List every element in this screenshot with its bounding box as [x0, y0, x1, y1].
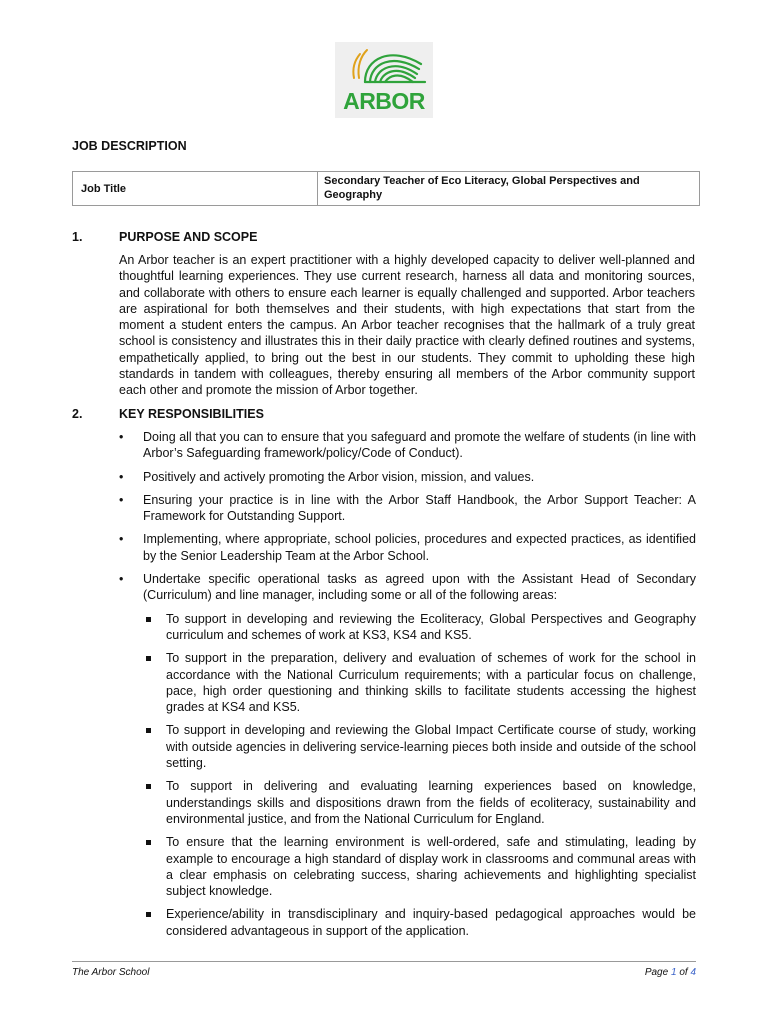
list-item: [119, 429, 696, 462]
sub-list-item: [143, 722, 696, 771]
section-number: 1.: [72, 230, 83, 244]
sub-list-item-text: Experience/ability in transdisciplinary and inquiry-based pedagogical approaches would be considered advantageous in support of the application.: [166, 907, 696, 938]
sub-list-item-text: To support in the preparation, delivery and evaluation of schemes of work for the school in accordance with the National Curriculum requirements; with a particular focus on challenge, pace, high order questioning and thinking skills to facilitate students accessing the highest grades at KS4 and KS5.: [166, 651, 696, 715]
footer-page-number: [645, 967, 696, 978]
logo-text: ARBOR: [343, 88, 425, 114]
sub-responsibilities-list: [143, 611, 696, 939]
arbor-logo: [335, 42, 433, 118]
section-title: KEY RESPONSIBILITIES: [119, 407, 264, 421]
list-item: [119, 531, 696, 564]
list-item-text: Undertake specific operational tasks as agreed upon with the Assistant Head of Secondary (Curriculum) and line manager, including some or all of the following areas:: [143, 572, 696, 603]
document-heading: JOB DESCRIPTION: [72, 139, 187, 153]
sub-list-item-text: To support in developing and reviewing the Global Impact Certificate course of study, working with outside agencies in delivering service-learning pieces both inside and outside of the school setting.: [166, 723, 696, 771]
page-total: 4: [690, 967, 696, 978]
list-item: [119, 469, 696, 485]
sub-list-item-text: To support in delivering and evaluating learning experiences based on knowledge, understandings skills and dispositions drawn from the fields of ecoliteracy, sustainability and environmental justice, and from the National Curriculum for England.: [166, 779, 696, 826]
section-title: PURPOSE AND SCOPE: [119, 230, 258, 244]
sub-list-item: [143, 906, 696, 939]
list-item-text: Doing all that you can to ensure that you safeguard and promote the welfare of students (in line with Arbor’s Safeguarding framework/policy/Code of Conduct).: [143, 430, 696, 461]
list-item: [119, 492, 696, 525]
sub-list-item: [143, 834, 696, 899]
list-item-text: Ensuring your practice is in line with the Arbor Staff Handbook, the Arbor Support Teacher: A Framework for Outstanding Support.: [143, 492, 696, 524]
purpose-paragraph: An Arbor teacher is an expert practitioner with a highly developed capacity to deliver well-planned and thoughtful learning experiences. They use current research, harness all data and monitoring sources, and collaborate with others to ensure each learner is equally challenged and supported. Arbor teachers are aspirational for both themselves and their students, with high expectations that start from the moment a student enters the campus. An Arbor teacher recognises that the hallmark of a truly great school is consistency and illustrates this in their daily practice with clearly defined routines and systems, empathetically applied, to bring out the best in our students. They commit to upholding these high standards in tandem with colleagues, thereby ensuring all members of the Arbor community support each other and promote the mission of Arbor together.: [119, 253, 695, 398]
job-title-table: [72, 171, 700, 206]
sub-list-item: [143, 778, 696, 827]
job-title-label: Job Title: [73, 172, 318, 205]
responsibilities-list: [119, 429, 696, 946]
sub-list-item-text: To ensure that the learning environment is well-ordered, safe and stimulating, leading by example to encourage a high standard of display work in classrooms and communal areas with a clear emphasis on celebrating success, sharing achievements and highlighting specialist subject knowledge.: [166, 835, 696, 899]
sub-list-item: [143, 611, 696, 644]
leaf-swirl-icon: [335, 42, 433, 92]
of-word: of: [679, 967, 688, 978]
sub-list-item: [143, 650, 696, 715]
page-current: 1: [670, 967, 677, 978]
list-item-text: Implementing, where appropriate, school policies, procedures and expected practices, as identified by the Senior Leadership Team at the Arbor School.: [143, 532, 696, 563]
job-title-value: Secondary Teacher of Eco Literacy, Global Perspectives and Geography: [324, 175, 640, 201]
footer-divider: [72, 961, 696, 962]
sub-list-item-text: To support in developing and reviewing the Ecoliteracy, Global Perspectives and Geography curriculum and schemes of work at KS3, KS4 and KS5.: [166, 611, 696, 642]
list-item: [119, 571, 696, 939]
page-word: Page: [644, 967, 669, 978]
section-number: 2.: [72, 407, 83, 421]
list-item-text: Positively and actively promoting the Arbor vision, mission, and values.: [143, 469, 535, 484]
footer-school-name: The Arbor School: [72, 967, 150, 978]
